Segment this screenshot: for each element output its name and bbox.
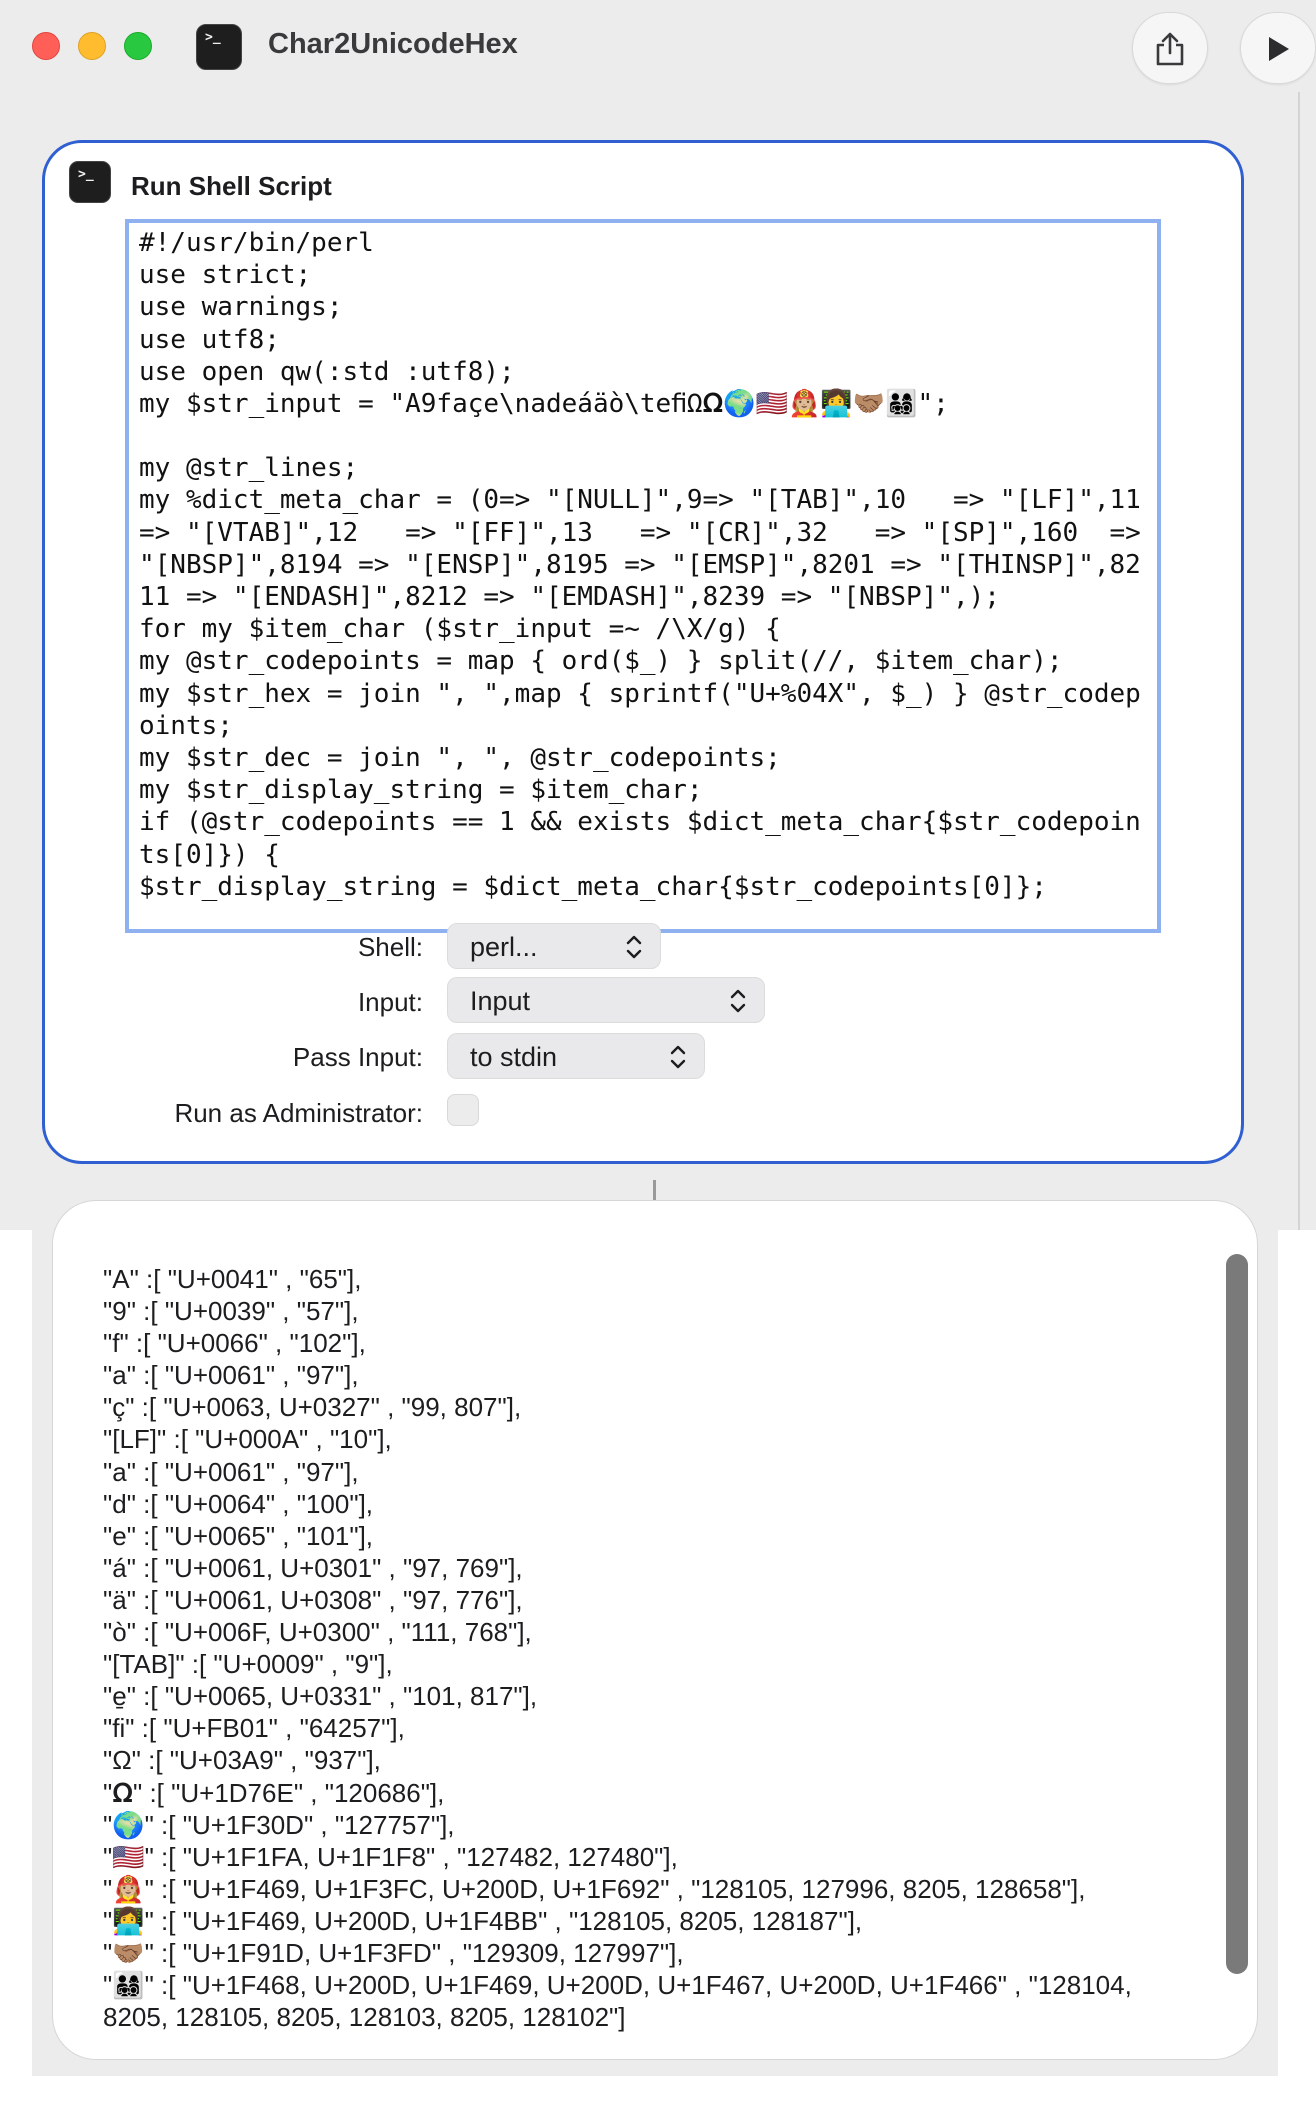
close-window-button[interactable] — [32, 32, 60, 60]
input-label: Input: — [357, 987, 423, 1017]
script-line: my $str_dec = join ", ", @str_codepoints; — [139, 743, 781, 774]
result-row: "á" :[ "U+0061, U+0301" , "97, 769"], — [103, 1552, 523, 1583]
results-panel[interactable] — [52, 1200, 1258, 2060]
script-line: $str_display_string = $dict_meta_char{$str_codepoints[0]}; — [139, 871, 1047, 902]
result-row: "e̱" :[ "U+0065, U+0331" , "101, 817"], — [103, 1681, 538, 1712]
input-value: Input — [470, 986, 531, 1016]
result-row: "A" :[ "U+0041" , "65"], — [103, 1264, 362, 1294]
result-row: "🤝🏽" :[ "U+1F91D, U+1F3FD" , "129309, 127997"], — [103, 1937, 684, 1968]
chevron-updown-icon — [728, 986, 748, 1016]
script-line: if (@str_codepoints == 1 && exists $dict_meta_char{$str_codepoints[0]}) { — [139, 807, 1141, 870]
pass-input-value: to stdin — [470, 1042, 558, 1072]
result-row: "a" :[ "U+0061" , "97"], — [103, 1456, 359, 1487]
terminal-icon — [69, 161, 111, 203]
terminal-app-icon — [196, 24, 242, 70]
share-icon — [1153, 31, 1187, 67]
action-title: Run Shell Script — [131, 171, 332, 201]
result-row: "[TAB]" :[ "U+0009" , "9"], — [103, 1649, 393, 1680]
script-line: for my $item_char ($str_input =~ /\X/g) { — [139, 614, 781, 645]
script-line: use utf8; — [139, 324, 280, 355]
chevron-updown-icon — [624, 932, 644, 962]
result-row: "🌍" :[ "U+1F30D" , "127757"], — [103, 1809, 455, 1840]
run-workflow-button[interactable] — [1240, 12, 1316, 84]
script-line — [139, 420, 1147, 452]
result-row: "9" :[ "U+0039" , "57"], — [103, 1296, 359, 1327]
result-row: "👩🏼‍🚒" :[ "U+1F469, U+1F3FC, U+200D, U+1F692" , "128105, 127996, 8205, 128658"], — [103, 1873, 1086, 1904]
run-shell-script-action[interactable] — [42, 140, 1244, 1164]
play-icon — [1261, 31, 1295, 67]
input-popup[interactable] — [447, 977, 765, 1023]
workflow-scroll-track — [1298, 92, 1300, 1230]
action-connector — [653, 1180, 656, 1200]
script-line: my $str_display_string = $item_char; — [139, 775, 703, 806]
pass-input-label: Pass Input: — [292, 1042, 423, 1072]
result-row: "ﬁ" :[ "U+FB01" , "64257"], — [103, 1713, 405, 1744]
result-row: "🇺🇸" :[ "U+1F1FA, U+1F1F8" , "127482, 127480"], — [103, 1841, 678, 1872]
title-bar — [0, 0, 1316, 92]
result-row: "ç" :[ "U+0063, U+0327" , "99, 807"], — [103, 1392, 522, 1423]
script-line: use warnings; — [139, 292, 343, 323]
script-line: my %dict_meta_char = (0=> "[NULL]",9=> "[TAB]",10 => "[LF]",11 => "[VTAB]",12 => "[FF]",13 => "[CR]",32 => "[SP]",160 => "[NBSP]",8194 => "[ENSP]",8195 => "[EMSP]",8201 => "[THINSP]",8211 => "[ENDASH]",8212 => "[EMDASH]",8239 => "[NBSP]",); — [139, 485, 1188, 613]
chevron-updown-icon — [668, 1042, 688, 1072]
result-row: "e" :[ "U+0065" , "101"], — [103, 1520, 374, 1551]
script-line: use open qw(:std :utf8); — [139, 356, 515, 387]
script-line: my @str_lines; — [139, 453, 359, 484]
pass-input-popup[interactable] — [447, 1033, 705, 1079]
result-row: "Ω" :[ "U+03A9" , "937"], — [103, 1745, 381, 1776]
results-scrollbar[interactable] — [1226, 1254, 1248, 1974]
run-as-admin-checkbox[interactable] — [447, 1094, 479, 1126]
result-row: "[LF]" :[ "U+000A" , "10"], — [103, 1424, 392, 1455]
script-line: use strict; — [139, 260, 312, 291]
results-list — [103, 1263, 1203, 2033]
result-row: "f" :[ "U+0066" , "102"], — [103, 1328, 366, 1359]
shell-label: Shell: — [357, 932, 423, 962]
share-button[interactable] — [1132, 12, 1208, 84]
result-row: "d" :[ "U+0064" , "100"], — [103, 1488, 374, 1519]
script-line: my @str_codepoints = map { ord($_) } split(//, $item_char); — [139, 646, 1063, 677]
script-code — [129, 223, 1188, 903]
zoom-window-button[interactable] — [124, 32, 152, 60]
script-line: my $str_input = "A9façe\nadeáäò\teﬁΩ𝛀🌍🇺🇸👩🏼‍🚒👩‍💻🤝🏽👨‍👩‍👧‍👦"; — [139, 389, 949, 420]
window-title: Char2UnicodeHex — [268, 28, 518, 60]
run-as-admin-label: Run as Administrator: — [174, 1098, 423, 1128]
shell-popup[interactable] — [447, 923, 661, 969]
script-line: my $str_hex = join ", ",map { sprintf("U+%04X", $_) } @str_codepoints; — [139, 678, 1141, 741]
result-row: "👩‍💻" :[ "U+1F469, U+200D, U+1F4BB" , "128105, 8205, 128187"], — [103, 1905, 863, 1936]
script-line: #!/usr/bin/perl — [139, 228, 374, 258]
shell-value: perl... — [470, 932, 538, 962]
result-row: "𝛀" :[ "U+1D76E" , "120686"], — [103, 1777, 445, 1808]
result-row: "a" :[ "U+0061" , "97"], — [103, 1360, 359, 1391]
script-editor[interactable] — [125, 219, 1188, 933]
minimize-window-button[interactable] — [78, 32, 106, 60]
result-row: "ä" :[ "U+0061, U+0308" , "97, 776"], — [103, 1584, 523, 1615]
result-row: "ò" :[ "U+006F, U+0300" , "111, 768"], — [103, 1617, 532, 1648]
result-row: "👨‍👩‍👧‍👦" :[ "U+1F468, U+200D, U+1F469, U+200D, U+1F467, U+200D, U+1F466" , "128104, 8205, 128105, 8205, 128103, 8205, 128102"] — [103, 1970, 1140, 2033]
